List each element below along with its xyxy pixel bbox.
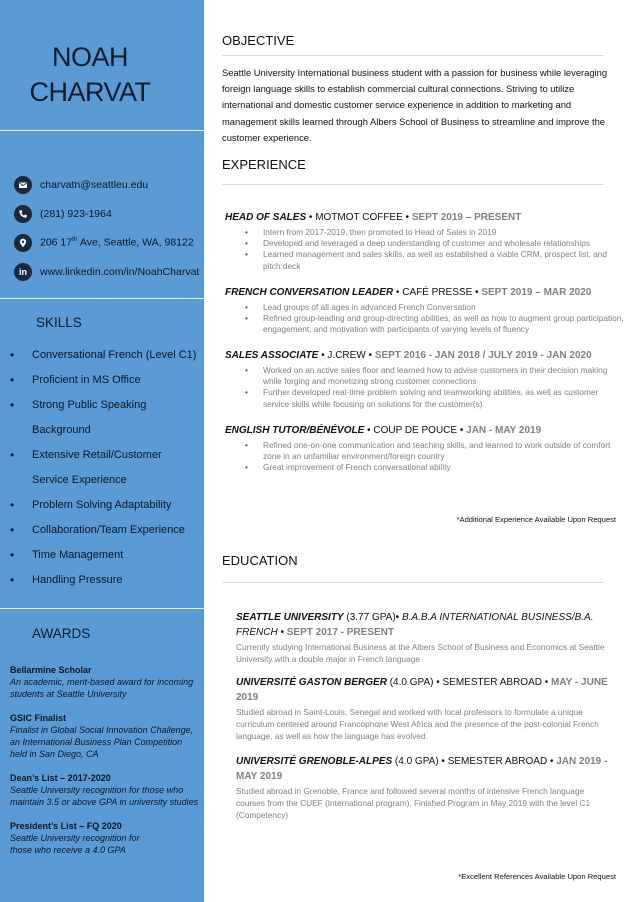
address-text: 206 17th Ave, Seattle, WA, 98122 bbox=[40, 236, 194, 249]
location-icon bbox=[14, 234, 32, 252]
award-title: President’s List – FQ 2020 bbox=[10, 821, 122, 831]
contact-email[interactable] bbox=[14, 170, 204, 199]
job-company: MOTMOT COFFEE bbox=[315, 212, 403, 223]
skill-item: • Handling Pressure bbox=[10, 568, 200, 593]
awards-list bbox=[10, 664, 200, 868]
job-bullet: • Refined group-leading and group-directing abilities, as well as how to augment group participation, engagement, and motivation with participants of varying levels of fluency bbox=[225, 313, 625, 335]
school-description: Studied abroad in Saint-Louis, Senegal and worked with local professors to formulate a unique curriculum centered around Francophone West Africa and the presence of the post-colonial French language, as well as how the language has evolved bbox=[236, 707, 599, 741]
school-name: UNIVERSITÉ GRENOBLE-ALPES bbox=[236, 756, 393, 767]
contact-phone[interactable] bbox=[14, 199, 204, 228]
award-item bbox=[10, 820, 200, 856]
skill-item: • Problem Solving Adaptability bbox=[10, 493, 200, 518]
school-date: SEPT 2017 - PRESENT bbox=[286, 627, 394, 638]
job-date: SEPT 2016 - JAN 2018 / JULY 2019 - JAN 2020 bbox=[374, 350, 592, 361]
job-header: SALES ASSOCIATE • J.CREW • SEPT 2016 - JAN 2018 / JULY 2019 - JAN 2020 bbox=[225, 350, 592, 361]
education-header bbox=[236, 754, 608, 784]
linkedin-text[interactable]: www.linkedin.com/in/NoahCharvat bbox=[40, 265, 200, 278]
school-name: SEATTLE UNIVERSITY bbox=[236, 612, 344, 623]
job-entry bbox=[225, 349, 625, 410]
contact-address bbox=[14, 228, 204, 257]
experience-heading: EXPERIENCE bbox=[222, 157, 306, 172]
job-company: CAFÉ PRESSE bbox=[402, 287, 473, 298]
award-title: Dean’s List – 2017-2020 bbox=[10, 773, 111, 783]
email-icon bbox=[14, 176, 32, 194]
skill-item: • Proficient in MS Office bbox=[10, 368, 200, 393]
award-item bbox=[10, 772, 200, 808]
job-bullet: • Further developed real-time problem solving and teamworking abilities, as well as customer service skills while focusing on solutions for the customer(s) bbox=[225, 387, 625, 409]
skill-item: • Extensive Retail/Customer Service Experience bbox=[10, 443, 200, 493]
name-last: CHARVAT bbox=[29, 77, 151, 107]
job-bullet: • Worked on an active sales floor and learned how to advise customers in their decision making while forging and monetizing strong customer connections bbox=[225, 365, 625, 387]
job-header: HEAD OF SALES • MOTMOT COFFEE • SEPT 2019 – PRESENT bbox=[225, 212, 522, 223]
job-bullets bbox=[225, 302, 625, 336]
skill-item: • Strong Public Speaking Background bbox=[10, 393, 200, 443]
skills-list bbox=[10, 343, 200, 593]
contact-list bbox=[14, 170, 204, 286]
sidebar-divider bbox=[0, 130, 204, 131]
phone-text[interactable]: (281) 923-1964 bbox=[40, 207, 112, 220]
sidebar-divider bbox=[0, 298, 204, 299]
job-bullets bbox=[225, 365, 625, 410]
sidebar bbox=[0, 0, 204, 902]
school-gpa: (4.0 GPA) • SEMESTER ABROAD • bbox=[392, 756, 557, 767]
job-bullet: • Learned management and sales skills, as well as established a viable CRM, prospect list, and pitch deck bbox=[225, 249, 625, 271]
skill-item: • Time Management bbox=[10, 543, 200, 568]
school-gpa: (4.0 GPA) • SEMESTER ABROAD • bbox=[386, 677, 552, 688]
school-gpa: (3.77 GPA)• bbox=[343, 612, 402, 623]
experience-note: *Additional Experience Available Upon Request bbox=[456, 515, 616, 524]
name-first: NOAH bbox=[51, 42, 128, 72]
linkedin-icon: in bbox=[14, 263, 32, 281]
school-description: Currently studying International Business at the Albers School of Business and Economics at Seattle University with a double major in French language bbox=[236, 642, 605, 664]
education-entry bbox=[236, 754, 608, 821]
school-date: MAY - JUNE 2019 bbox=[236, 677, 608, 703]
job-header: FRENCH CONVERSATION LEADER • CAFÉ PRESSE • SEPT 2019 – MAR 2020 bbox=[225, 287, 592, 298]
references-note: *Excellent References Available Upon Request bbox=[458, 872, 616, 881]
skill-item: • Conversational French (Level C1) bbox=[10, 343, 200, 368]
education-entry bbox=[236, 610, 608, 666]
job-date: SEPT 2019 – PRESENT bbox=[411, 212, 522, 223]
education-heading: EDUCATION bbox=[222, 553, 298, 568]
award-description: Finalist in Global Social Innovation Challenge, an International Business Plan Competition held in San Diego, CA bbox=[10, 725, 194, 759]
job-bullet: • Refined one-on-one communication and teaching skills, and learned to work outside of comfort zone in an unfamiliar environment/foreign country bbox=[225, 440, 625, 462]
school-name: UNIVERSITÉ GASTON BERGER bbox=[236, 677, 387, 688]
job-role: SALES ASSOCIATE bbox=[225, 350, 319, 361]
sidebar-divider bbox=[0, 608, 204, 609]
email-text[interactable]: charvatn@seattleu.edu bbox=[40, 178, 149, 191]
school-date: JAN 2019 - MAY 2019 bbox=[236, 756, 608, 782]
skills-heading: SKILLS bbox=[36, 315, 82, 330]
objective-heading: OBJECTIVE bbox=[222, 33, 295, 48]
school-program: B.A.B.A INTERNATIONAL BUSINESS/B.A. FRENCH bbox=[236, 612, 594, 638]
section-divider bbox=[222, 184, 604, 185]
award-title: Bellarmine Scholar bbox=[10, 665, 92, 675]
job-role: HEAD OF SALES bbox=[225, 212, 307, 223]
job-bullets bbox=[225, 440, 625, 474]
job-date: SEPT 2019 – MAR 2020 bbox=[481, 287, 592, 298]
education-entry bbox=[236, 675, 608, 742]
job-bullet: • Great improvement of French conversational ability bbox=[225, 462, 625, 473]
award-title: GSIC Finalist bbox=[10, 713, 67, 723]
education-header: SEATTLE UNIVERSITY (3.77 GPA)• B.A.B.A INTERNATIONAL BUSINESS/B.A. FRENCH • SEPT 2017 - PRESENT bbox=[236, 612, 594, 638]
award-description: Seattle University recognition for those who receive a 4.0 GPA bbox=[10, 833, 140, 855]
award-item bbox=[10, 712, 200, 760]
candidate-name bbox=[0, 40, 180, 110]
education-header bbox=[236, 675, 608, 705]
section-divider bbox=[222, 582, 604, 583]
job-entry bbox=[225, 286, 625, 336]
job-company: J.CREW bbox=[327, 350, 366, 361]
job-entry bbox=[225, 424, 625, 474]
awards-heading: AWARDS bbox=[32, 626, 91, 641]
award-description: Seattle University recognition for those who maintain 3.5 or above GPA in university studies bbox=[10, 785, 199, 807]
award-item bbox=[10, 664, 200, 700]
job-bullet: • Developed and leveraged a deep understanding of customer and wholesale relationships bbox=[225, 238, 625, 249]
job-date: JAN - MAY 2019 bbox=[466, 425, 542, 436]
job-role: ENGLISH TUTOR/BÉNÉVOLE bbox=[225, 425, 365, 436]
job-bullets bbox=[225, 227, 625, 272]
job-bullet: • Lead groups of all ages in advanced French Conversation bbox=[225, 302, 625, 313]
job-entry bbox=[225, 211, 625, 272]
skill-item: • Collaboration/Team Experience bbox=[10, 518, 200, 543]
contact-linkedin[interactable] bbox=[14, 257, 204, 286]
job-bullet: • Intern from 2017-2019, then promoted to Head of Sales in 2019 bbox=[225, 227, 625, 238]
award-description: An academic, merit-based award for incoming students at Seattle University bbox=[10, 677, 194, 699]
job-company: COUP DE POUCE bbox=[373, 425, 458, 436]
job-role: FRENCH CONVERSATION LEADER bbox=[225, 287, 394, 298]
section-divider bbox=[222, 55, 604, 56]
phone-icon bbox=[14, 205, 32, 223]
job-header: ENGLISH TUTOR/BÉNÉVOLE • COUP DE POUCE • JAN - MAY 2019 bbox=[225, 425, 542, 436]
school-description: Studied abroad in Grenoble, France and followed several months of intensive French language courses from the CUEF (International program). Finished Program in May 2019 with the level C1 (Competency) bbox=[236, 786, 591, 820]
objective-text: Seattle University International business student with a passion for business while leveraging foreign language skills to establish commercial cultural connections. Striving to utilize international and domestic customer service experience in addition to marketing and management skills learned through Albers School of Business to streamline and improve the customer experience. bbox=[222, 67, 608, 143]
